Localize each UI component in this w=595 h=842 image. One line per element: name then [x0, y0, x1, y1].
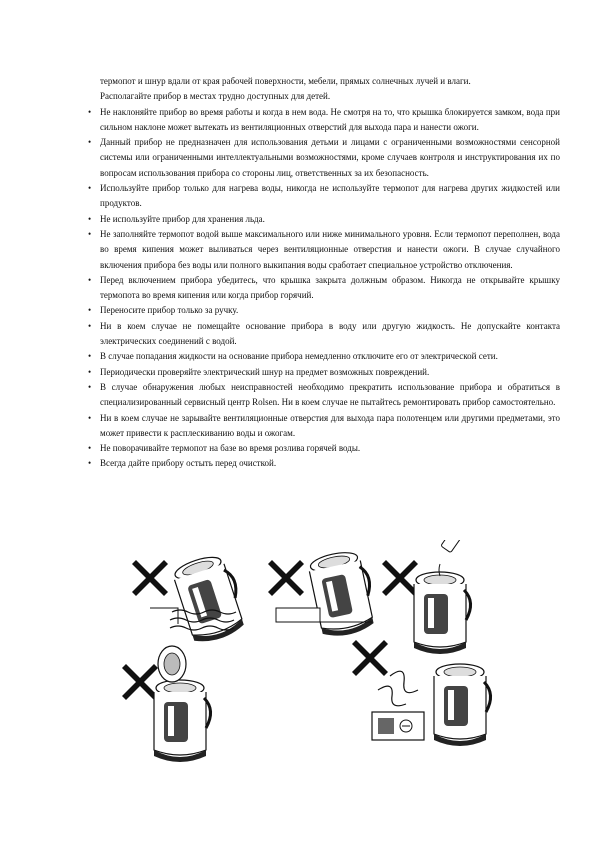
instruction-text: Ни в коем случае не помещайте основание прибора в воду или другую жидкость. Не допускайте контакта электрических соединений с водой.	[100, 320, 560, 347]
bullet-marker: •	[88, 274, 92, 285]
prohibited-actions-illustrations	[110, 540, 570, 790]
thermopot-on-uneven-surface-prohibited-icon	[268, 548, 379, 640]
instruction-text: Периодически проверяйте электрический шнур на предмет возможных повреждений.	[100, 366, 430, 377]
bullet-marker: •	[88, 106, 92, 117]
instruction-item	[88, 303, 560, 318]
instruction-text: Не поворачивайте термопот на базе во время розлива горячей воды.	[100, 443, 361, 454]
bullet-marker: •	[88, 228, 92, 239]
instruction-text: Данный прибор не предназначен для использования детьми и лицами с ограниченными возможностями сенсорной системы или ограниченными интеллектуальными возможностями, кроме случаев контроля и инструктирования их по вопросам использования прибора со стороны лиц, ответственных за их безопасность.	[100, 137, 560, 178]
continuation-line-2: Располагайте прибор в местах трудно доступных для детей.	[100, 91, 331, 102]
instruction-item	[88, 349, 560, 364]
instruction-item	[88, 365, 560, 380]
instruction-text: Перед включением прибора убедитесь, что крышка закрыта должным образом. Никогда не открывайте крышку термопота во время кипения или когда прибор горячий.	[100, 274, 560, 301]
thermopot-lid-open-prohibited-icon	[122, 646, 211, 762]
instruction-item	[88, 273, 560, 304]
bullet-marker: •	[88, 183, 92, 194]
instruction-item	[88, 135, 560, 181]
bullet-marker: •	[88, 320, 92, 331]
instruction-text: Используйте прибор только для нагрева воды, никогда не используйте термопот для нагрева других жидкостей или продуктов.	[100, 183, 560, 209]
continuation-line-1: термопот и шнур вдали от края рабочей поверхности, мебели, прямых солнечных лучей и влаги.	[100, 76, 471, 86]
instruction-text: Всегда дайте прибору остыть перед очисткой.	[100, 458, 277, 469]
bullet-marker: •	[88, 381, 92, 392]
instruction-item	[88, 456, 560, 471]
bullet-marker: •	[88, 443, 92, 454]
instruction-list	[88, 105, 560, 472]
instruction-item	[88, 181, 560, 212]
instruction-item	[88, 227, 560, 273]
thermopot-tilted-in-water-prohibited-icon	[132, 551, 250, 646]
instruction-text: Ни в коем случае не зарывайте вентиляционные отверстия для выхода пара полотенцем или другими предметами, это может привести к расплескиванию воды и ожогам.	[100, 412, 560, 438]
instruction-text: В случае обнаружения любых неисправностей необходимо прекратить использование прибора и обратиться в специализированный сервисный центр Rolsen. Ни в коем случае не пытайтесь ремонтировать прибор самостоятельно.	[100, 381, 560, 408]
instruction-text: Не наклоняйте прибор во время работы и когда в нем вода. Не смотря на то, что крышка блокируется замком, вода при сильном наклоне может вытекать из вентиляционных отверстий для выхода пара и нанести ожоги.	[100, 106, 560, 132]
safety-instructions	[88, 74, 560, 472]
bullet-marker: •	[88, 366, 92, 377]
bullet-marker: •	[88, 412, 92, 423]
bullet-marker: •	[88, 458, 92, 469]
thermopot-near-heat-source-prohibited-icon	[352, 640, 491, 746]
instruction-item	[88, 319, 560, 350]
instruction-item	[88, 105, 560, 136]
instruction-item	[88, 441, 560, 456]
instruction-text: В случае попадания жидкости на основание прибора немедленно отключите его от электрической сети.	[100, 351, 498, 362]
bullet-marker: •	[88, 137, 92, 148]
thermopot-filled-with-other-liquid-prohibited-icon	[382, 540, 471, 654]
bullet-marker: •	[88, 213, 92, 224]
instruction-text: Не заполняйте термопот водой выше максимального или ниже минимального уровня. Если термопот переполнен, вода во время кипения может выливаться через вентиляционные отверстия и нанести ожоги. В случае случайного включения прибора без воды или полного выкипания воды сработает специальное устройство отключения.	[100, 228, 560, 270]
instruction-item	[88, 212, 560, 227]
instruction-text: Переносите прибор только за ручку.	[100, 305, 239, 316]
instruction-text: Не используйте прибор для хранения льда.	[100, 213, 265, 224]
bullet-marker: •	[88, 305, 92, 316]
bullet-marker: •	[88, 351, 92, 362]
instruction-item	[88, 411, 560, 442]
instruction-item	[88, 380, 560, 411]
